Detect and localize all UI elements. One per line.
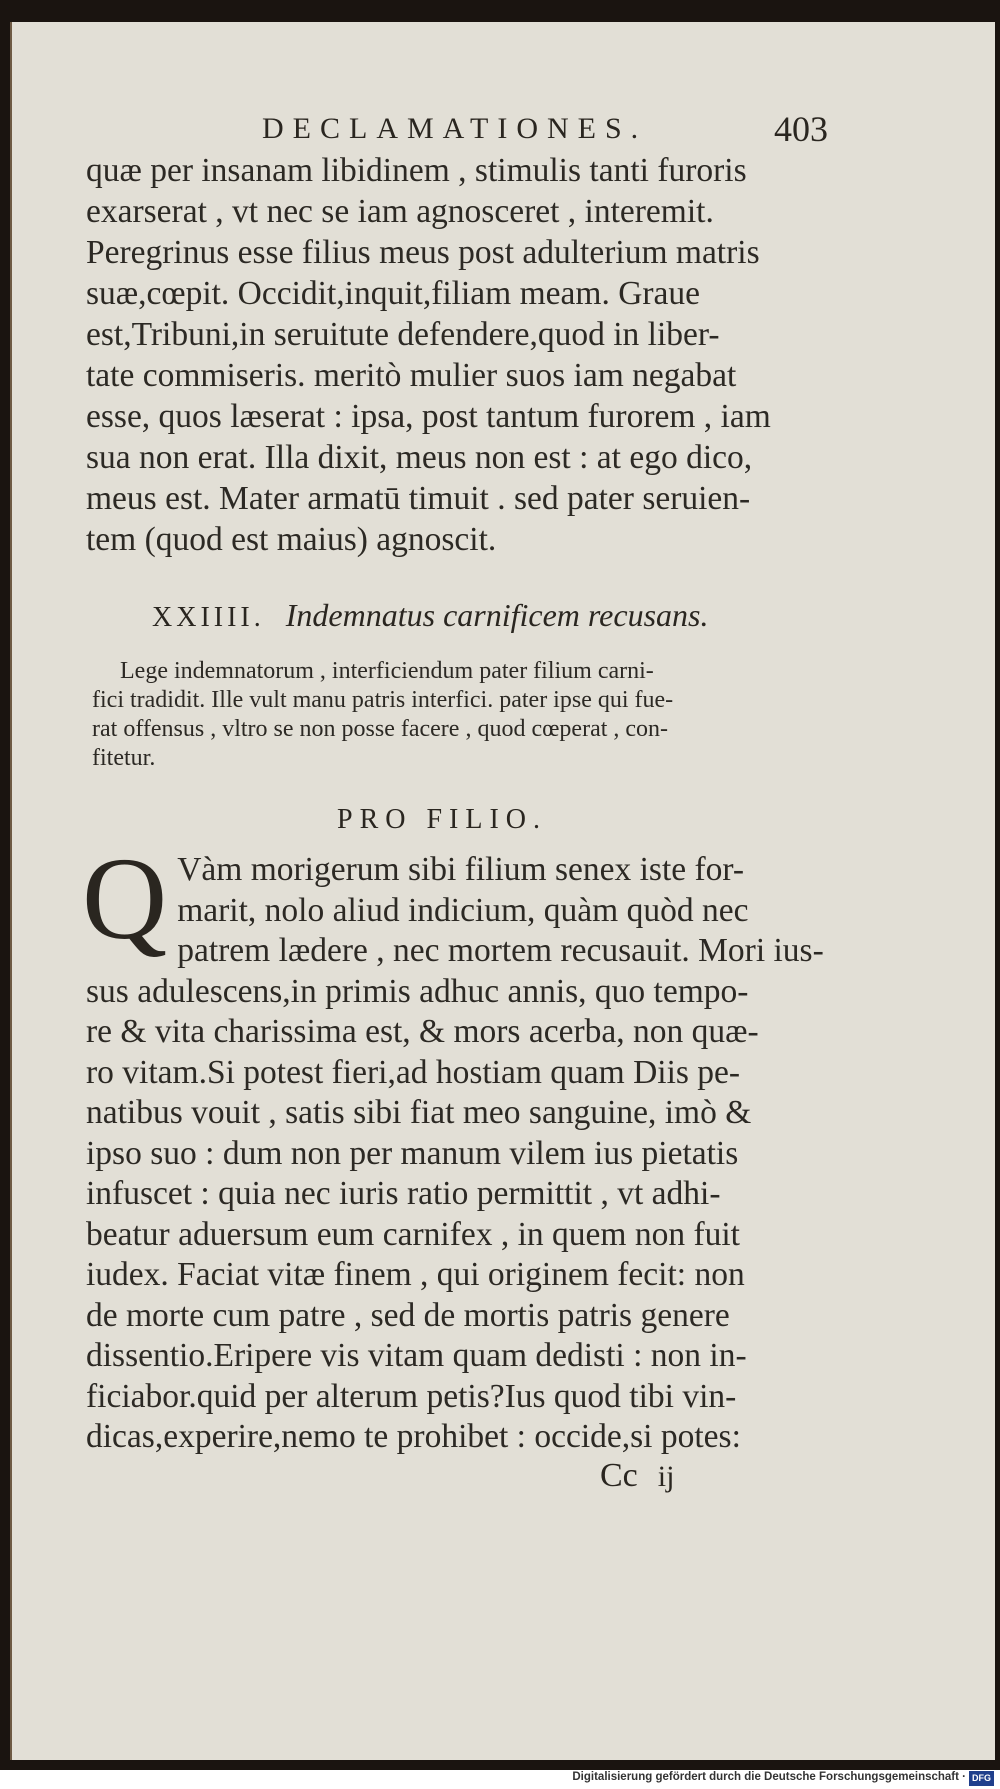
- text-line: est,Tribuni,in seruitute defendere,quod in liber-: [86, 316, 720, 353]
- subheading: PRO FILIO.: [337, 804, 548, 835]
- text-line: beatur aduersum eum carnifex , in quem non fuit: [86, 1215, 740, 1253]
- text-line: esse, quos læserat : ipsa, post tantum furorem , iam: [86, 398, 771, 435]
- argument-line: Lege indemnatorum , interficiendum pater filium carni-: [120, 658, 654, 684]
- argument-summary: [92, 657, 837, 773]
- argument-line: rat offensus , vltro se non posse facere , quod cœperat , con-: [92, 716, 669, 742]
- section-heading: [152, 597, 852, 634]
- text-line: dicas,experire,nemo te prohibet : occide,si potes:: [86, 1418, 741, 1455]
- text-line: dissentio.Eripere vis vitam quam dedisti : non in-: [86, 1337, 747, 1374]
- text-line: quæ per insanam libidinem , stimulis tanti furoris: [86, 152, 747, 189]
- text-line: sua non erat. Illa dixit, meus non est : at ego dico,: [86, 439, 753, 476]
- text-line: suæ,cœpit. Occidit,inquit,filiam meam. Graue: [86, 275, 701, 312]
- text-line: de morte cum patre , sed de mortis patris genere: [86, 1296, 730, 1334]
- text-line: tem (quod est maius) agnoscit.: [86, 521, 497, 558]
- text-line: sus adulescens,in primis adhuc annis, quo tempo-: [86, 972, 749, 1010]
- text-line: ipso suo : dum non per manum vilem ius pietatis: [86, 1134, 739, 1172]
- text-line: ficiabor.quid per alterum petis?Ius quod tibi vin-: [86, 1377, 737, 1415]
- text-line: iudex. Faciat vitæ finem , qui originem fecit: non: [86, 1256, 745, 1293]
- text-line: re & vita charissima est, & mors acerba, non quæ-: [86, 1013, 759, 1050]
- declamation-paragraph: [82, 833, 846, 1458]
- digitization-footer: [0, 1770, 1000, 1789]
- signature-mark: [600, 1457, 674, 1495]
- text-line: meus est. Mater armatū timuit . sed pater seruien-: [86, 480, 751, 517]
- section-title: Indemnatus carnificem recusans.: [285, 597, 709, 633]
- text-line: exarserat , vt nec se iam agnosceret , interemit.: [86, 193, 714, 230]
- signature-letters: Cc: [600, 1457, 638, 1494]
- page-number: 403: [774, 109, 828, 149]
- paragraph-continued: [86, 150, 846, 560]
- dfg-logo: DFG: [969, 1771, 994, 1786]
- text-line: Peregrinus esse filius meus post adulterium matris: [86, 234, 760, 271]
- book-page: [10, 22, 995, 1760]
- signature-number: ij: [657, 1460, 675, 1493]
- funding-credit: Digitalisierung gefördert durch die Deutsche Forschungsgemeinschaft ·: [572, 1771, 966, 1783]
- header-title: DECLAMATIONES.: [262, 112, 648, 145]
- text-line: infuscet : quia nec iuris ratio permittit , vt adhi-: [86, 1175, 721, 1212]
- argument-line: fici tradidit. Ille vult manu patris interfici. pater ipse qui fue-: [92, 687, 674, 713]
- text-line: Vàm morigerum sibi filium senex iste for-: [177, 851, 745, 888]
- text-line: patrem lædere , nec mortem recusauit. Mori ius-: [177, 932, 824, 969]
- text-line: marit, nolo aliud indicium, quàm quòd nec: [177, 891, 749, 929]
- text-line: tate commiseris. meritò mulier suos iam negabat: [86, 357, 737, 394]
- text-line: ro vitam.Si potest fieri,ad hostiam quam Diis pe-: [86, 1053, 741, 1091]
- drop-cap: Q: [82, 833, 168, 964]
- section-number: XXIIII.: [152, 602, 265, 633]
- text-line: natibus vouit , satis sibi fiat meo sanguine, imò &: [86, 1094, 752, 1131]
- argument-line: fitetur.: [92, 745, 156, 771]
